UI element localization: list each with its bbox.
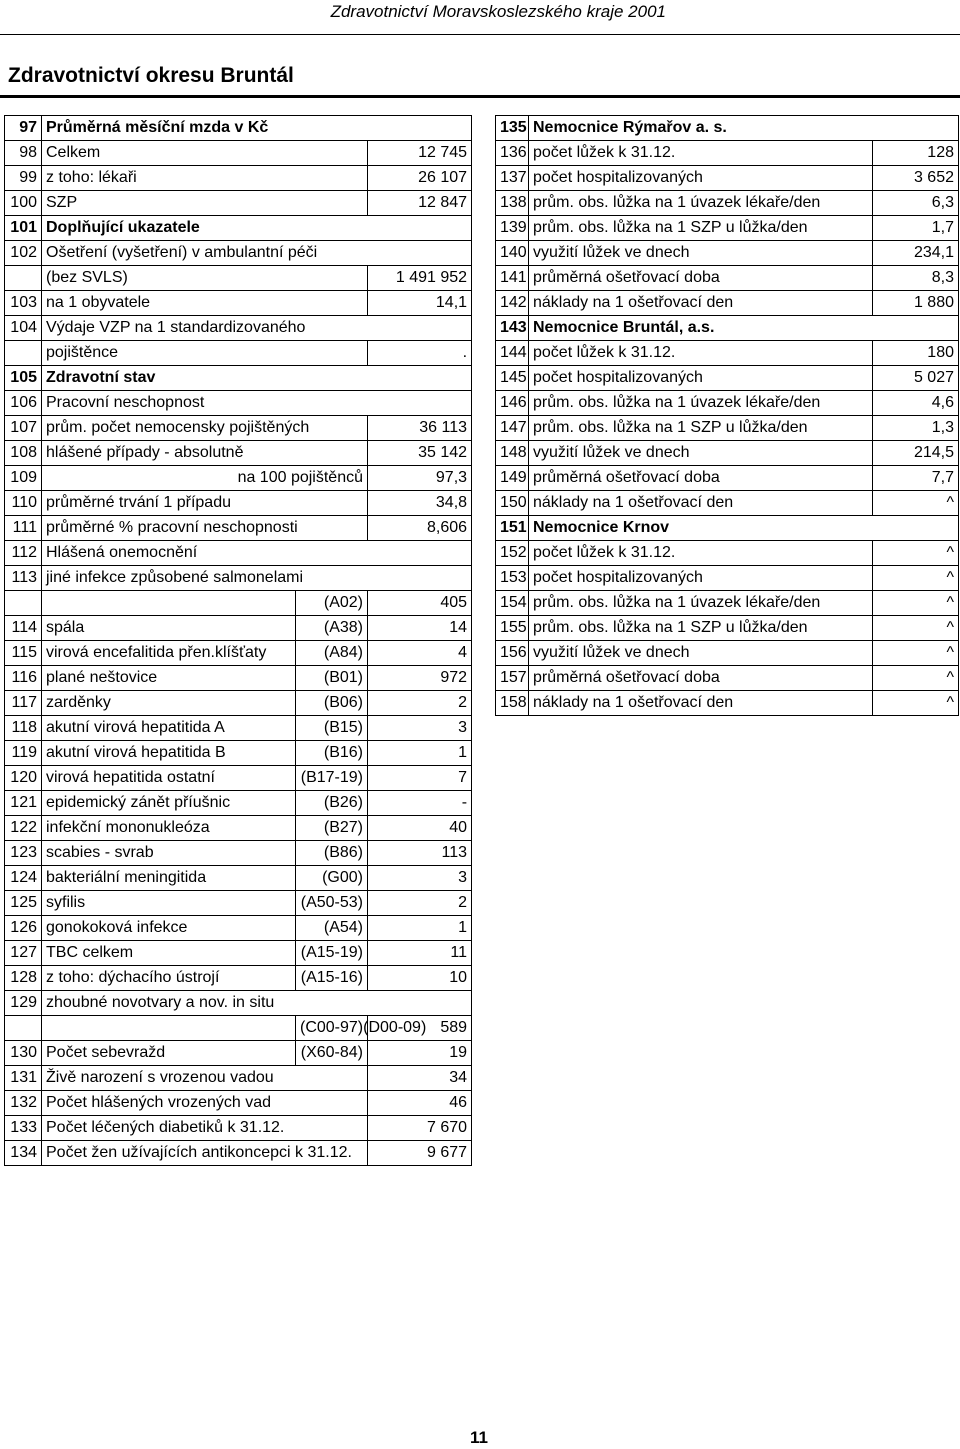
row-value: 3 652: [873, 166, 959, 191]
row-number: 107: [5, 416, 42, 441]
table-row: [5, 991, 472, 1016]
row-label: prům. obs. lůžka na 1 SZP u lůžka/den: [529, 416, 873, 441]
row-label: jiné infekce způsobené salmonelami: [42, 566, 472, 591]
table-row: [5, 766, 472, 791]
row-number: 128: [5, 966, 42, 991]
row-number: 137: [496, 166, 529, 191]
row-label: Celkem: [42, 141, 368, 166]
row-value: .: [368, 341, 472, 366]
row-number: 154: [496, 591, 529, 616]
row-number: 121: [5, 791, 42, 816]
row-label: gonokoková infekce: [42, 916, 296, 941]
row-number: 143: [496, 316, 529, 341]
row-value: 589: [368, 1016, 472, 1041]
row-number: 126: [5, 916, 42, 941]
table-row: [5, 141, 472, 166]
table-row: [5, 591, 472, 616]
row-label: zarděnky: [42, 691, 296, 716]
row-label: využití lůžek ve dnech: [529, 241, 873, 266]
row-code: (A38): [296, 616, 368, 641]
table-row: [5, 241, 472, 266]
row-value: 97,3: [368, 466, 472, 491]
row-value: ^: [873, 616, 959, 641]
row-label: počet lůžek k 31.12.: [529, 541, 873, 566]
row-label: Nemocnice Bruntál, a.s.: [529, 316, 959, 341]
table-row: [5, 441, 472, 466]
row-code: (B01): [296, 666, 368, 691]
row-label: na 1 obyvatele: [42, 291, 368, 316]
table-row: [5, 416, 472, 441]
row-value: 6,3: [873, 191, 959, 216]
row-number: 134: [5, 1141, 42, 1166]
row-number: 109: [5, 466, 42, 491]
table-row: [496, 366, 959, 391]
row-number: 131: [5, 1066, 42, 1091]
row-label: prům. obs. lůžka na 1 úvazek lékaře/den: [529, 191, 873, 216]
table-row: [496, 241, 959, 266]
row-label: Hlášená onemocnění: [42, 541, 472, 566]
row-label: průměrná ošetřovací doba: [529, 466, 873, 491]
row-number: 110: [5, 491, 42, 516]
row-value: -: [368, 791, 472, 816]
row-number: 151: [496, 516, 529, 541]
row-value: 1,7: [873, 216, 959, 241]
row-value: ^: [873, 641, 959, 666]
table-row: [496, 541, 959, 566]
row-number: 149: [496, 466, 529, 491]
row-value: 113: [368, 841, 472, 866]
table-row: [5, 191, 472, 216]
row-number: 108: [5, 441, 42, 466]
row-label: spála: [42, 616, 296, 641]
row-label: využití lůžek ve dnech: [529, 641, 873, 666]
row-value: 2: [368, 691, 472, 716]
row-code: (B17-19): [296, 766, 368, 791]
row-value: 4,6: [873, 391, 959, 416]
row-value: 34: [368, 1066, 472, 1091]
table-row: [496, 666, 959, 691]
table-row: [5, 1066, 472, 1091]
row-number: 102: [5, 241, 42, 266]
row-label: virová hepatitida ostatní: [42, 766, 296, 791]
row-number: 158: [496, 691, 529, 716]
row-number: 103: [5, 291, 42, 316]
row-value: 7,7: [873, 466, 959, 491]
row-number: [5, 1016, 42, 1041]
row-number: 106: [5, 391, 42, 416]
table-row: [5, 616, 472, 641]
table-row: [496, 166, 959, 191]
row-value: 3: [368, 716, 472, 741]
row-value: 36 113: [368, 416, 472, 441]
table-row: [5, 516, 472, 541]
table-row: [496, 641, 959, 666]
row-label: využití lůžek ve dnech: [529, 441, 873, 466]
row-number: 112: [5, 541, 42, 566]
table-row: [496, 141, 959, 166]
table-row: [5, 816, 472, 841]
row-label: počet hospitalizovaných: [529, 166, 873, 191]
table-row: [496, 291, 959, 316]
row-label: epidemický zánět příušnic: [42, 791, 296, 816]
table-row: [5, 266, 472, 291]
table-row: [496, 116, 959, 141]
row-label: Doplňující ukazatele: [42, 216, 472, 241]
row-number: [5, 266, 42, 291]
row-label: počet hospitalizovaných: [529, 366, 873, 391]
table-row: [496, 266, 959, 291]
table-row: [5, 466, 472, 491]
row-value: 40: [368, 816, 472, 841]
table-row: [496, 316, 959, 341]
table-row: [496, 341, 959, 366]
row-code: (A15-16): [296, 966, 368, 991]
row-label: na 100 pojištěnců: [42, 466, 368, 491]
row-number: 100: [5, 191, 42, 216]
row-value: 12 745: [368, 141, 472, 166]
row-value: 1 880: [873, 291, 959, 316]
row-number: 127: [5, 941, 42, 966]
row-number: 124: [5, 866, 42, 891]
row-label: prům. obs. lůžka na 1 SZP u lůžka/den: [529, 616, 873, 641]
row-value: 14: [368, 616, 472, 641]
table-row: [496, 416, 959, 441]
row-label: Pracovní neschopnost: [42, 391, 472, 416]
row-value: 7 670: [368, 1116, 472, 1141]
row-label: průměrné % pracovní neschopnosti: [42, 516, 368, 541]
row-label: náklady na 1 ošetřovací den: [529, 691, 873, 716]
table-row: [496, 691, 959, 716]
table-row: [496, 616, 959, 641]
table-row: [5, 1016, 472, 1041]
row-value: 7: [368, 766, 472, 791]
table-row: [5, 1041, 472, 1066]
row-value: 214,5: [873, 441, 959, 466]
row-label: (bez SVLS): [42, 266, 368, 291]
row-number: 138: [496, 191, 529, 216]
table-row: [5, 941, 472, 966]
row-value: ^: [873, 666, 959, 691]
row-label: zhoubné novotvary a nov. in situ: [42, 991, 472, 1016]
table-row: [5, 541, 472, 566]
row-code: (A50-53): [296, 891, 368, 916]
row-number: 119: [5, 741, 42, 766]
row-number: 140: [496, 241, 529, 266]
row-label: prům. obs. lůžka na 1 úvazek lékaře/den: [529, 391, 873, 416]
row-label: Nemocnice Rýmařov a. s.: [529, 116, 959, 141]
row-number: 145: [496, 366, 529, 391]
row-label: TBC celkem: [42, 941, 296, 966]
table-row: [5, 716, 472, 741]
row-number: 129: [5, 991, 42, 1016]
table-row: [5, 391, 472, 416]
row-code: (B26): [296, 791, 368, 816]
row-number: 105: [5, 366, 42, 391]
row-code: (A54): [296, 916, 368, 941]
table-row: [496, 566, 959, 591]
page-title: Zdravotnictví okresu Bruntál: [8, 64, 294, 87]
row-value: 35 142: [368, 441, 472, 466]
row-label: z toho: lékaři: [42, 166, 368, 191]
row-number: 132: [5, 1091, 42, 1116]
running-header: [0, 0, 960, 35]
row-code: (A84): [296, 641, 368, 666]
row-label: Ošetření (vyšetření) v ambulantní péči: [42, 241, 472, 266]
row-code: (A15-19): [296, 941, 368, 966]
row-label: [42, 1016, 296, 1041]
row-label: průměrná ošetřovací doba: [529, 266, 873, 291]
row-label: náklady na 1 ošetřovací den: [529, 291, 873, 316]
row-label: počet hospitalizovaných: [529, 566, 873, 591]
table-row: [5, 666, 472, 691]
table-row: [5, 791, 472, 816]
row-value: 234,1: [873, 241, 959, 266]
row-value: 10: [368, 966, 472, 991]
row-label: Počet hlášených vrozených vad: [42, 1091, 368, 1116]
row-code: (B16): [296, 741, 368, 766]
table-row: [5, 841, 472, 866]
table-row: [496, 441, 959, 466]
row-value: 34,8: [368, 491, 472, 516]
row-number: 150: [496, 491, 529, 516]
row-label: prům. obs. lůžka na 1 úvazek lékaře/den: [529, 591, 873, 616]
table-row: [5, 1091, 472, 1116]
row-number: 141: [496, 266, 529, 291]
row-code: (B86): [296, 841, 368, 866]
table-row: [5, 966, 472, 991]
row-value: 8,606: [368, 516, 472, 541]
row-number: 146: [496, 391, 529, 416]
row-code: (A02): [296, 591, 368, 616]
row-number: 101: [5, 216, 42, 241]
table-row: [496, 591, 959, 616]
row-number: 156: [496, 641, 529, 666]
row-label: SZP: [42, 191, 368, 216]
row-number: 130: [5, 1041, 42, 1066]
row-value: 972: [368, 666, 472, 691]
row-label: plané neštovice: [42, 666, 296, 691]
table-row: [496, 466, 959, 491]
row-value: 1 491 952: [368, 266, 472, 291]
row-label: Výdaje VZP na 1 standardizovaného: [42, 316, 472, 341]
table-row: [5, 866, 472, 891]
row-value: 12 847: [368, 191, 472, 216]
row-label: Počet sebevražd: [42, 1041, 296, 1066]
right-table: [495, 115, 959, 716]
row-value: ^: [873, 491, 959, 516]
row-value: 19: [368, 1041, 472, 1066]
row-label: z toho: dýchacího ústrojí: [42, 966, 296, 991]
table-row: [5, 216, 472, 241]
row-number: 115: [5, 641, 42, 666]
running-header-text: Zdravotnictví Moravskoslezského kraje 2001: [330, 2, 666, 21]
row-value: 9 677: [368, 1141, 472, 1166]
row-code: (X60-84): [296, 1041, 368, 1066]
row-value: ^: [873, 591, 959, 616]
row-label: průměrné trvání 1 případu: [42, 491, 368, 516]
row-number: 114: [5, 616, 42, 641]
row-number: 135: [496, 116, 529, 141]
row-number: 97: [5, 116, 42, 141]
table-row: [5, 166, 472, 191]
row-label: infekční mononukleóza: [42, 816, 296, 841]
row-number: 120: [5, 766, 42, 791]
row-label: hlášené případy - absolutně: [42, 441, 368, 466]
row-number: 118: [5, 716, 42, 741]
row-value: 128: [873, 141, 959, 166]
row-label: prům. obs. lůžka na 1 SZP u lůžka/den: [529, 216, 873, 241]
row-number: 139: [496, 216, 529, 241]
row-label: Počet žen užívajících antikoncepci k 31.12.: [42, 1141, 368, 1166]
row-value: 4: [368, 641, 472, 666]
title-rule: [0, 95, 960, 98]
row-value: 11: [368, 941, 472, 966]
row-label: scabies - svrab: [42, 841, 296, 866]
row-label: průměrná ošetřovací doba: [529, 666, 873, 691]
row-label: Zdravotní stav: [42, 366, 472, 391]
table-row: [496, 391, 959, 416]
row-number: 116: [5, 666, 42, 691]
table-row: [496, 191, 959, 216]
table-row: [5, 491, 472, 516]
row-number: [5, 591, 42, 616]
row-number: 99: [5, 166, 42, 191]
row-number: 98: [5, 141, 42, 166]
table-row: [5, 691, 472, 716]
row-value: ^: [873, 566, 959, 591]
table-row: [5, 291, 472, 316]
table-row: [5, 566, 472, 591]
row-number: 148: [496, 441, 529, 466]
row-label: [42, 591, 296, 616]
row-value: 8,3: [873, 266, 959, 291]
row-number: 117: [5, 691, 42, 716]
row-code: (B06): [296, 691, 368, 716]
row-number: 153: [496, 566, 529, 591]
row-number: 133: [5, 1116, 42, 1141]
row-label: počet lůžek k 31.12.: [529, 141, 873, 166]
table-row: [5, 916, 472, 941]
row-label: Průměrná měsíční mzda v Kč: [42, 116, 472, 141]
page-number: 11: [470, 1428, 488, 1447]
row-code: (B15): [296, 716, 368, 741]
row-label: náklady na 1 ošetřovací den: [529, 491, 873, 516]
row-value: 3: [368, 866, 472, 891]
row-code: (C00-97)(D00-09): [296, 1016, 368, 1041]
row-label: virová encefalitida přen.klíšťaty: [42, 641, 296, 666]
row-value: 46: [368, 1091, 472, 1116]
row-value: 5 027: [873, 366, 959, 391]
table-row: [496, 516, 959, 541]
table-row: [5, 341, 472, 366]
row-value: 2: [368, 891, 472, 916]
row-label: akutní virová hepatitida B: [42, 741, 296, 766]
row-number: 122: [5, 816, 42, 841]
row-number: 136: [496, 141, 529, 166]
table-row: [5, 641, 472, 666]
table-row: [5, 366, 472, 391]
row-number: 142: [496, 291, 529, 316]
table-row: [496, 216, 959, 241]
table-row: [5, 891, 472, 916]
row-number: 123: [5, 841, 42, 866]
row-number: 104: [5, 316, 42, 341]
row-number: 111: [5, 516, 42, 541]
row-value: ^: [873, 691, 959, 716]
row-label: počet lůžek k 31.12.: [529, 341, 873, 366]
row-label: Živě narození s vrozenou vadou: [42, 1066, 368, 1091]
row-value: 1: [368, 741, 472, 766]
row-value: 14,1: [368, 291, 472, 316]
row-value: 180: [873, 341, 959, 366]
row-label: pojištěnce: [42, 341, 368, 366]
table-row: [5, 741, 472, 766]
row-label: Nemocnice Krnov: [529, 516, 959, 541]
row-value: 1: [368, 916, 472, 941]
row-label: prům. počet nemocensky pojištěných: [42, 416, 368, 441]
row-number: 147: [496, 416, 529, 441]
table-row: [5, 1141, 472, 1166]
table-row: [5, 1116, 472, 1141]
row-number: [5, 341, 42, 366]
row-value: 26 107: [368, 166, 472, 191]
table-row: [496, 491, 959, 516]
row-value: 405: [368, 591, 472, 616]
row-label: syfilis: [42, 891, 296, 916]
row-code: (B27): [296, 816, 368, 841]
row-number: 152: [496, 541, 529, 566]
row-number: 157: [496, 666, 529, 691]
row-code: (G00): [296, 866, 368, 891]
row-number: 125: [5, 891, 42, 916]
row-number: 144: [496, 341, 529, 366]
row-number: 155: [496, 616, 529, 641]
row-value: ^: [873, 541, 959, 566]
table-row: [5, 316, 472, 341]
row-label: akutní virová hepatitida A: [42, 716, 296, 741]
row-label: Počet léčených diabetiků k 31.12.: [42, 1116, 368, 1141]
table-row: [5, 116, 472, 141]
row-label: bakteriální meningitida: [42, 866, 296, 891]
left-table: [4, 115, 472, 1166]
row-number: 113: [5, 566, 42, 591]
row-value: 1,3: [873, 416, 959, 441]
